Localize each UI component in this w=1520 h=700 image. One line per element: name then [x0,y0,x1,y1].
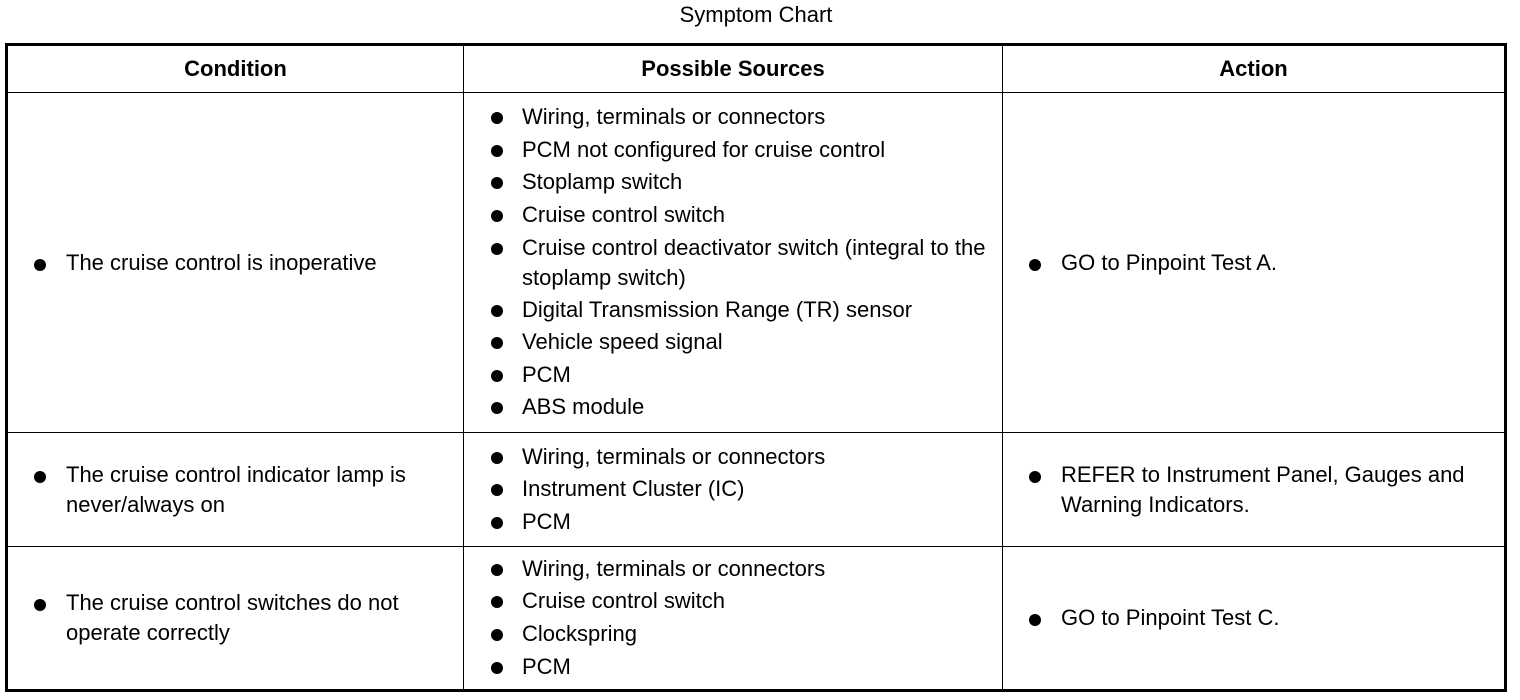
table-row [8,433,1504,547]
sources-cell [464,547,1003,689]
condition-item [8,588,463,648]
source-item [464,199,1002,232]
bullet-icon [491,177,503,189]
source-item [464,232,1002,294]
bullet-icon [491,370,503,382]
source-text: Digital Transmission Range (TR) sensor [522,296,913,322]
bullet-icon [491,210,503,222]
action-text: REFER to Instrument Panel, Gauges and Warning Indicators. [1061,461,1465,517]
source-item [464,166,1002,199]
bullet-icon [491,564,503,576]
source-item [464,618,1002,651]
action-cell [1003,433,1504,546]
bullet-icon [491,517,503,529]
source-text: Cruise control switch [522,588,725,614]
source-text: Clockspring [522,621,637,646]
table-row [8,547,1504,689]
source-item [464,294,1002,327]
source-text: Cruise control switch [522,201,725,227]
action-cell [1003,93,1504,432]
header-action: Action [1219,56,1288,81]
source-text: Wiring, terminals or connectors [522,555,826,581]
source-item [464,391,1002,424]
bullet-icon [34,599,46,611]
source-item [464,134,1002,167]
table-row [8,93,1504,433]
action-item [1003,248,1504,278]
sources-cell [464,93,1003,432]
source-text: Wiring, terminals or connectors [522,443,826,469]
source-text: Instrument Cluster (IC) [522,476,745,502]
condition-item [8,460,463,520]
sources-cell [464,433,1003,546]
table-header-row [8,46,1504,93]
source-text: PCM [522,508,571,534]
bullet-icon [491,629,503,641]
bullet-icon [34,471,46,483]
bullet-icon [491,596,503,608]
source-item [464,441,1002,474]
bullet-icon [491,484,503,496]
bullet-icon [491,243,503,255]
bullet-icon [1029,259,1041,271]
source-text: PCM [522,361,571,387]
condition-cell [8,547,464,689]
condition-text: The cruise control is inoperative [66,249,377,275]
bullet-icon [491,337,503,349]
header-condition: Condition [8,46,464,92]
bullet-icon [491,402,503,414]
bullet-icon [491,305,503,317]
source-text: Stoplamp switch [522,169,683,195]
source-item [464,101,1002,134]
source-text: Cruise control deactivator switch (integral to the stoplamp switch) [522,234,986,290]
condition-cell [8,93,464,432]
bullet-icon [1029,614,1041,626]
source-text: Vehicle speed signal [522,329,723,355]
action-item [1003,460,1504,520]
action-text: GO to Pinpoint Test A. [1061,249,1278,275]
bullet-icon [34,259,46,271]
action-text: GO to Pinpoint Test C. [1061,605,1280,630]
source-text: ABS module [522,394,645,420]
source-item [464,473,1002,506]
source-item [464,506,1002,539]
source-text: PCM [522,653,571,679]
action-cell [1003,547,1504,689]
header-possible-sources: Possible Sources [464,46,1003,92]
bullet-icon [491,145,503,157]
condition-text: The cruise control indicator lamp is never/always on [66,461,406,517]
chart-title: Symptom Chart [679,2,833,27]
condition-text: The cruise control switches do not operate correctly [66,590,399,645]
source-item [464,585,1002,618]
source-item [464,359,1002,392]
source-item [464,326,1002,359]
action-item [1003,603,1504,633]
condition-item [8,248,463,278]
condition-cell [8,433,464,546]
bullet-icon [491,452,503,464]
source-item [464,553,1002,586]
symptom-chart-table [5,43,1507,692]
bullet-icon [1029,471,1041,483]
bullet-icon [491,662,503,674]
source-item [464,651,1002,684]
bullet-icon [491,112,503,124]
source-text: Wiring, terminals or connectors [522,104,826,130]
source-text: PCM not configured for cruise control [522,136,886,162]
